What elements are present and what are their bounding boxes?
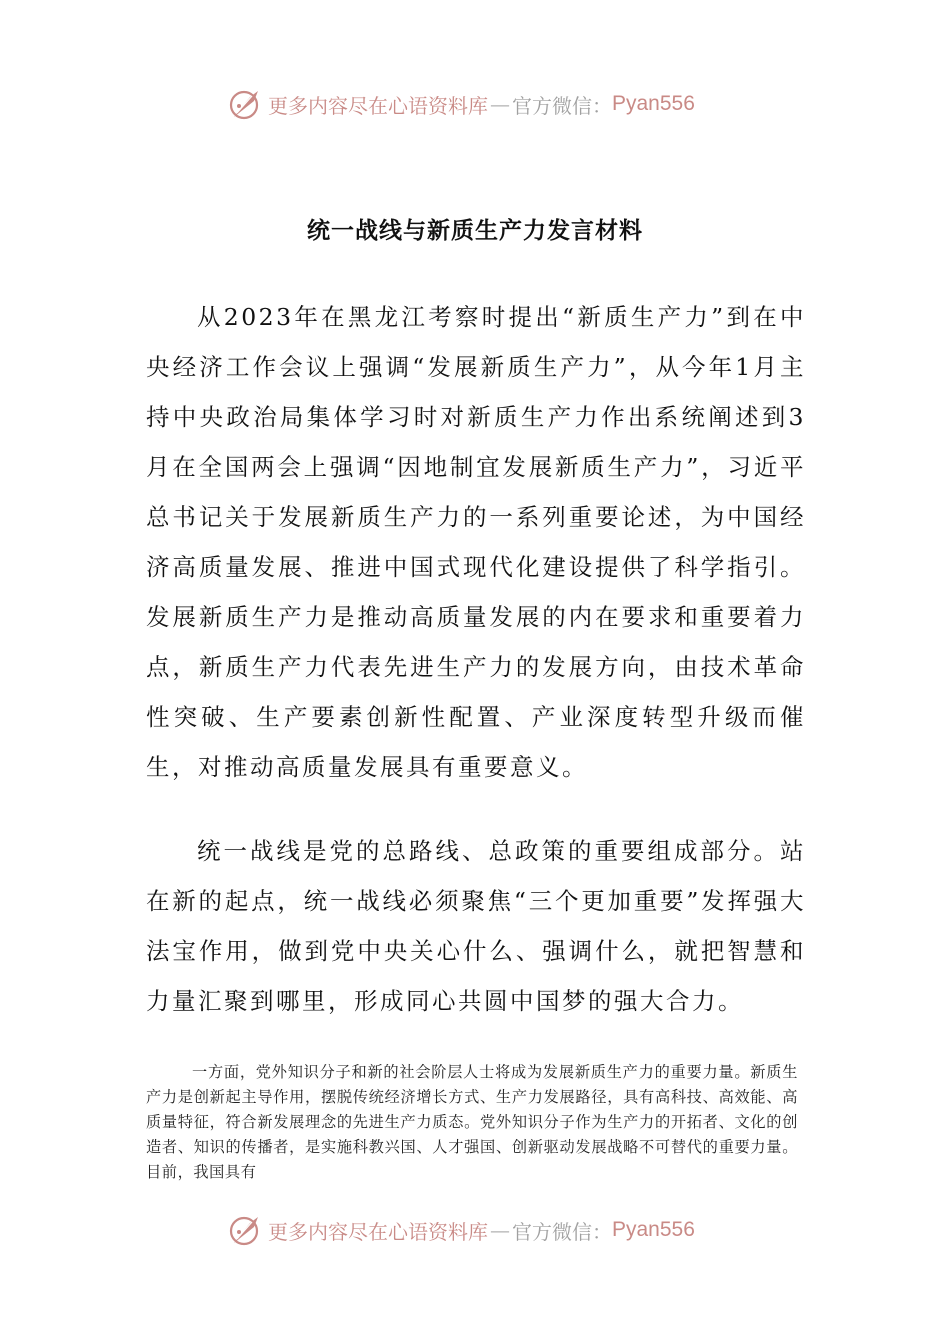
banner-wechat-id: Pyan556 (612, 1218, 695, 1241)
banner-wechat-label: 官方微信： (512, 1219, 612, 1244)
body-paragraph-1: 从2023年在黑龙江考察时提出“新质生产力”到在中央经济工作会议上强调“发展新质生产力”，从今年1月主持中央政治局集体学习时对新质生产力作出系统阐述到3月在全国两会上强调“因地制宜发展新质生产力”，习近平总书记关于发展新质生产力的一系列重要论述，为中国经济高质量发展、推进中国式现代化建设提供了科学指引。发展新质生产力是推动高质量发展的内在要求和重要着力点，新质生产力代表先进生产力的发展方向，由技术革命性突破、生产要素创新性配置、产业深度转型升级而催生，对推动高质量发展具有重要意义。 (146, 303, 806, 781)
banner-wechat-id: Pyan556 (612, 92, 695, 115)
header-watermark-banner (228, 84, 748, 124)
banner-text: 更多内容尽在心语资料库 (268, 93, 488, 118)
banner-separator: — (490, 1218, 510, 1242)
quill-logo-icon (228, 1213, 262, 1247)
body-paragraph-2: 统一战线是党的总路线、总政策的重要组成部分。站在新的起点，统一战线必须聚焦“三个更加重要”发挥强大法宝作用，做到党中央关心什么、强调什么，就把智慧和力量汇聚到哪里，形成同心共圆中国梦的强大合力。 (146, 837, 806, 1015)
body-paragraph-small: 一方面，党外知识分子和新的社会阶层人士将成为发展新质生产力的重要力量。新质生产力是创新起主导作用，摆脱传统经济增长方式、生产力发展路径，具有高科技、高效能、高质量特征，符合新发展理念的先进生产力质态。党外知识分子作为生产力的开拓者、文化的创造者、知识的传播者，是实施科教兴国、人才强国、创新驱动发展战略不可替代的重要力量。目前，我国具有 (146, 1063, 798, 1181)
banner-separator: — (490, 92, 510, 116)
quill-logo-icon (228, 87, 262, 121)
footer-watermark-banner (228, 1210, 748, 1250)
banner-text: 更多内容尽在心语资料库 (268, 1219, 488, 1244)
banner-wechat-label: 官方微信： (512, 93, 612, 118)
document-title: 统一战线与新质生产力发言材料 (307, 218, 643, 244)
